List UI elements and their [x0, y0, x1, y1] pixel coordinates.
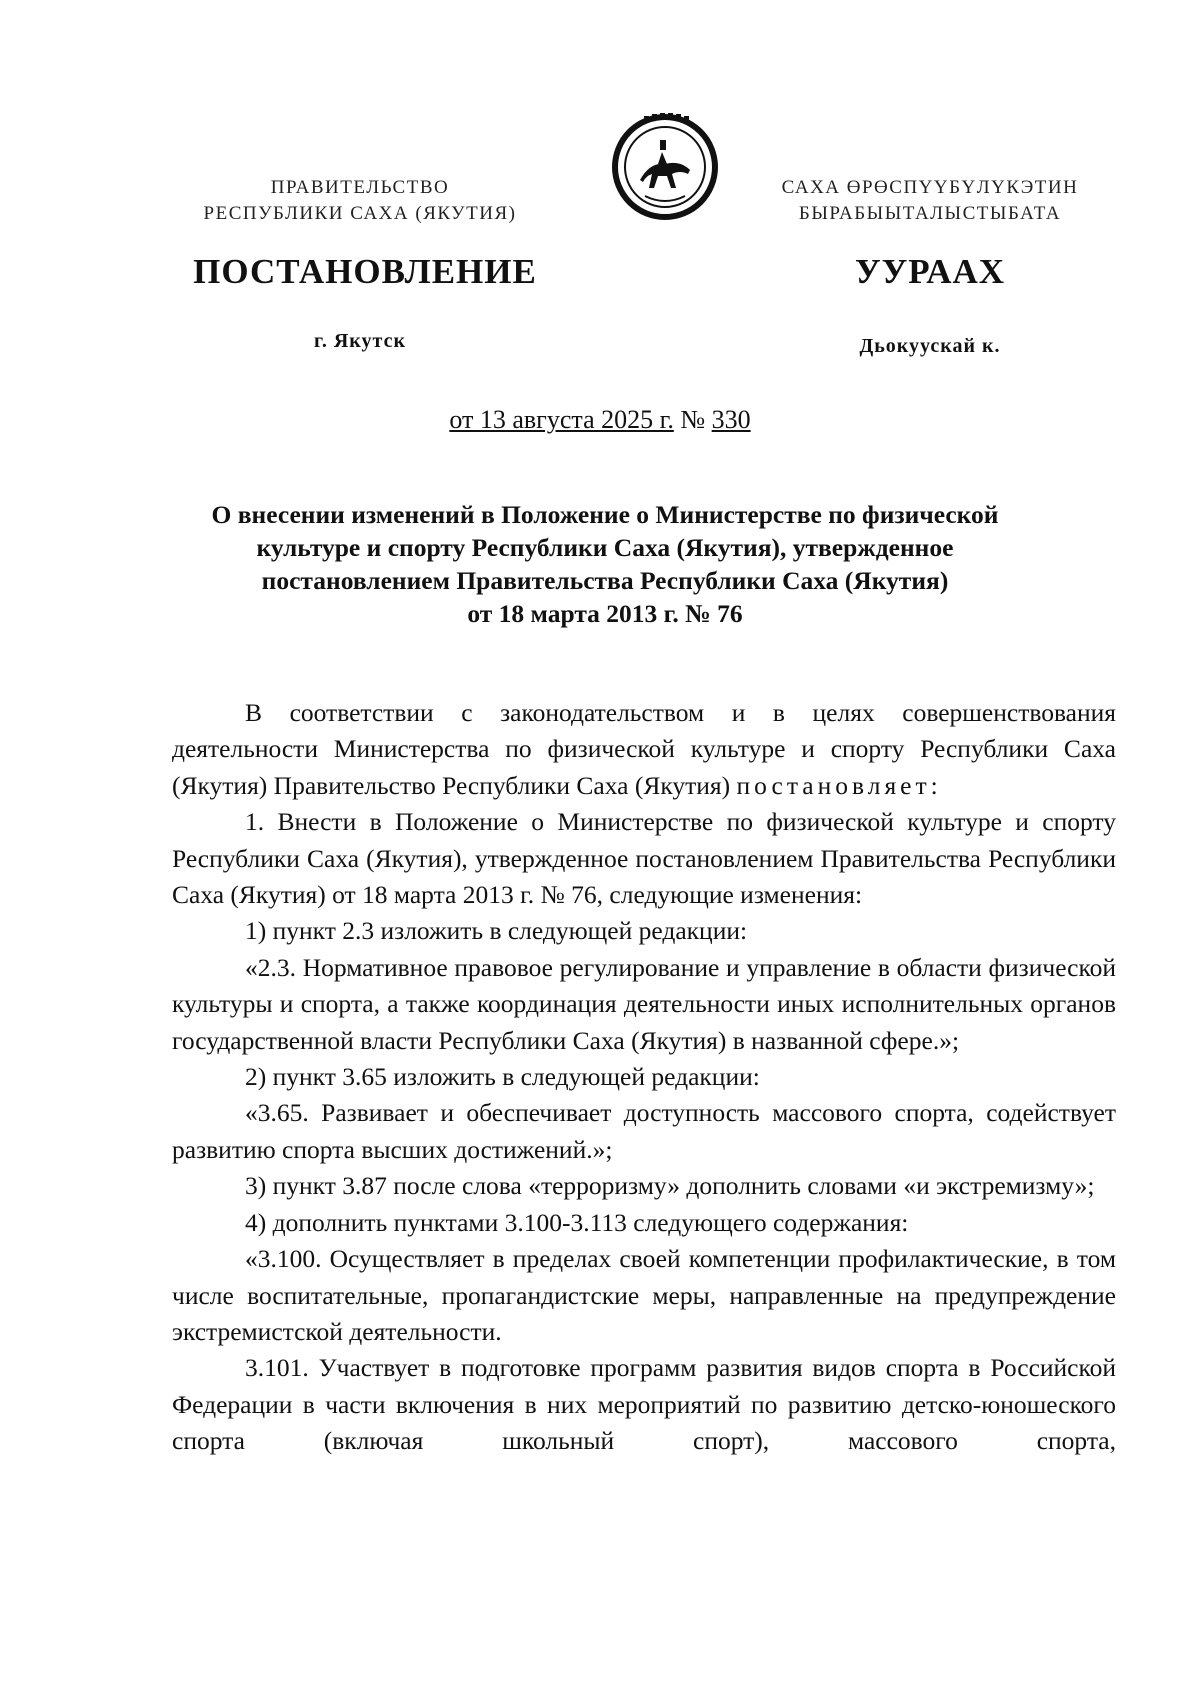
paragraph-quote-2-3: «2.3. Нормативное правовое регулирование и управление в области физической культуры и спорта, а также координация деятельности иных исполнительных органов государственной власти Республики Саха (Якутия) в названной сфере.»; [172, 952, 1116, 1055]
paragraph-item-1: 1. Внести в Положение о Министерстве по физической культуре и спорту Республики Саха (Якутия), утвержденное постановлением Правительства Республики Саха (Якутия) от 18 марта 2013 г. № 76, следующие изменения: [172, 807, 1116, 910]
document-body [172, 695, 1116, 1460]
org-name-russian-line2: РЕСПУБЛИКИ САХА (ЯКУТИЯ) [203, 203, 517, 224]
document-title [172, 498, 1038, 630]
paragraph-subitem-3: 3) пункт 3.87 после слова «терроризму» дополнить словами «и экстремизму»; [245, 1171, 1095, 1201]
org-name-russian-line1: ПРАВИТЕЛЬСТВО [270, 177, 450, 198]
paragraph-preamble [172, 695, 1116, 804]
title-line-1: О внесении изменений в Положение о Министерстве по физической [211, 500, 999, 529]
paragraph-quote-3-65: «3.65. Развивает и обеспечивает доступность массового спорта, содействует развитию спорта высших достижений.»; [172, 1098, 1116, 1164]
org-name-yakut [740, 175, 1120, 227]
paragraph-subitem-2: 2) пункт 3.65 изложить в следующей редакции: [245, 1062, 760, 1092]
number-label: № [673, 405, 712, 434]
city-russian: г. Якутск [314, 330, 406, 352]
org-name-yakut-line2: БЫРАБЫЫТАЛЫСТЫБАТА [798, 203, 1062, 224]
paragraph-quote-3-100: «3.100. Осуществляет в пределах своей компетенции профилактические, в том числе воспитательные, пропагандистские меры, направленные на предупреждение экстремистской деятельности. [172, 1244, 1116, 1346]
title-line-3: постановлением Правительства Республики Саха (Якутия) [261, 566, 949, 595]
document-date-number [0, 405, 1200, 435]
city-yakut: Дьокуускай к. [859, 335, 1001, 357]
paragraph-subitem-1: 1) пункт 2.3 изложить в следующей редакции: [245, 916, 748, 946]
org-name-yakut-line1: САХА ӨРӨСПҮҮБҮЛҮКЭТИН [781, 177, 1079, 198]
document-number: 330 [711, 405, 751, 434]
org-name-russian [140, 175, 580, 227]
document-type-yakut: УУРААХ [854, 252, 1006, 291]
document-date: от 13 августа 2025 г. [449, 405, 674, 434]
title-line-2: культуре и спорту Республики Саха (Якутия), утвержденное [256, 533, 954, 562]
preamble-text: В соответствии с законодательством и в целях совершенствования деятельности Министерства по физической культуре и спорту Республики Саха (Якутия) Правительство Республики Саха (Якутия) [172, 698, 1116, 800]
title-line-4: от 18 марта 2013 г. № 76 [467, 599, 743, 628]
preamble-verb: постановляет: [736, 770, 942, 800]
paragraph-subitem-4: 4) дополнить пунктами 3.100-3.113 следующего содержания: [245, 1207, 909, 1237]
paragraph-3-101: 3.101. Участвует в подготовке программ развития видов спорта в Российской Федерации в части включения в них мероприятий по развитию детско-юношеского спорта (включая школьный спорт), массового спорта, [172, 1353, 1116, 1456]
coat-of-arms-icon [610, 112, 720, 222]
document-type-russian: ПОСТАНОВЛЕНИЕ [193, 252, 537, 291]
